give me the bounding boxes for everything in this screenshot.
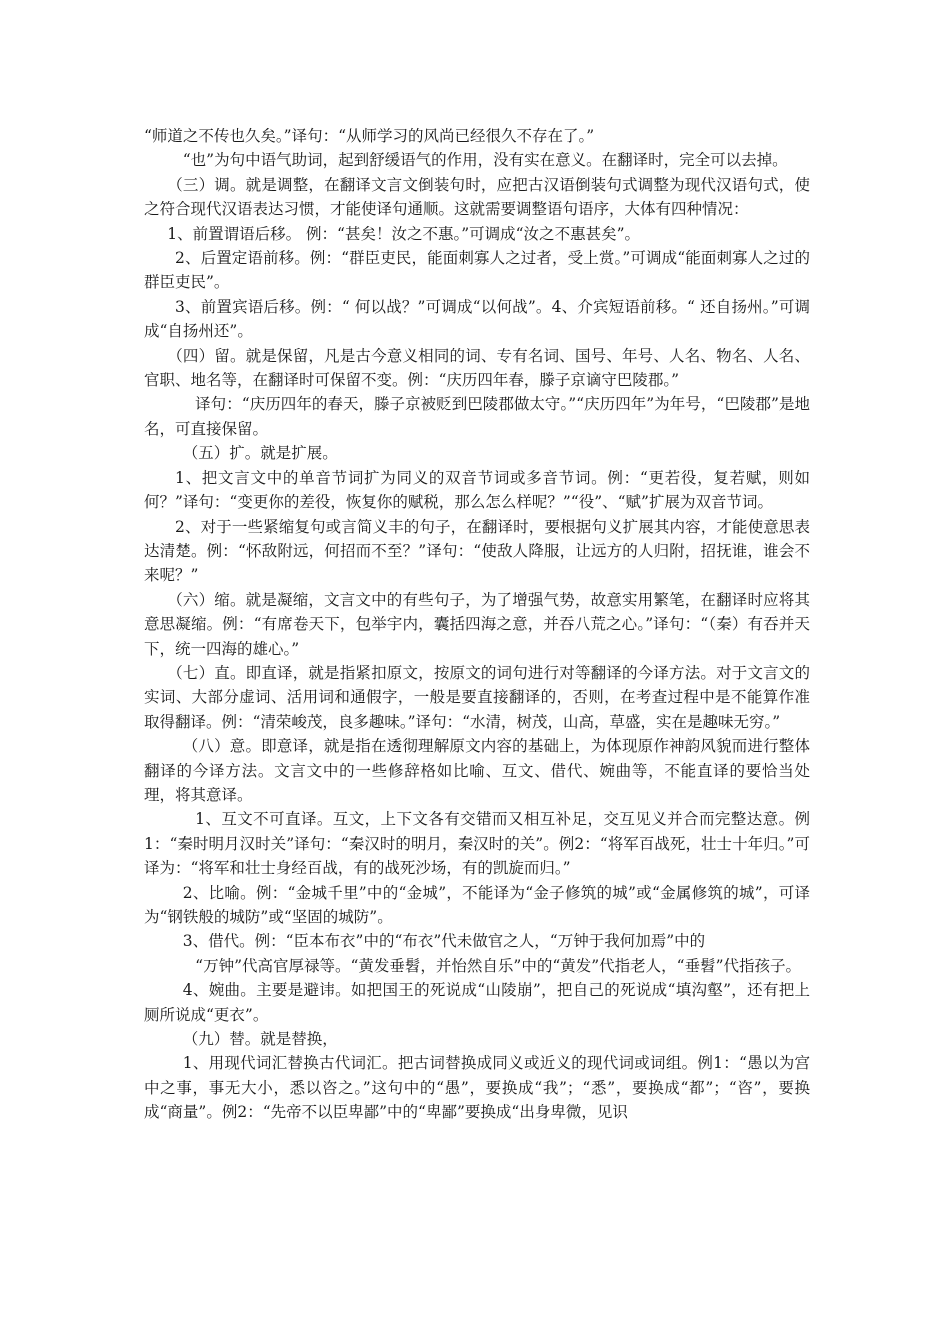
paragraph: （九）替。就是替换， (182, 1030, 338, 1049)
paragraph: 2、后置定语前移。例：“群臣吏民，能面刺寡人之过者，受上赏。”可调成“能面刺寡人之过的群臣吏民”。 (144, 249, 810, 292)
paragraph: 1、用现代词汇替换古代词汇。把古词替换成同义或近义的现代词或词组。例1：“愚以为宫中之事，事无大小，悉以咨之。”这句中的“愚”，要换成“我”；“悉”，要换成“都”；“咨”，要换成“商量”。例2：“先帝不以臣卑鄙”中的“卑鄙”要换成“出身卑微，见识 (144, 1054, 810, 1122)
paragraph: 4、婉曲。主要是避讳。如把国王的死说成“山陵崩”，把自己的死说成“填沟壑”，还有把上厕所说成“更衣”。 (144, 981, 810, 1024)
document-body (144, 124, 810, 1125)
paragraph: “师道之不传也久矣。”译句：“从师学习的风尚已经很久不存在了。” (144, 127, 595, 145)
paragraph: 译句：“庆历四年的春天，滕子京被贬到巴陵郡做太守。”“庆历四年”为年号，“巴陵郡”是地名，可直接保留。 (144, 395, 810, 438)
paragraph: 2、对于一些紧缩复句或言简义丰的句子，在翻译时，要根据句义扩展其内容，才能使意思表达清楚。例：“怀敌附远，何招而不至？”译句：“使敌人降服，让远方的人归附，招抚谁，谁会不来呢？” (144, 517, 810, 585)
paragraph: 1、互文不可直译。互文，上下文各有交错而又相互补足，交互见义并合而完整达意。例1：“秦时明月汉时关”译句：“秦汉时的明月，秦汉时的关”。例2：“将军百战死，壮士十年归。”可译为：“将军和壮士身经百战，有的战死沙场，有的凯旋而归。” (144, 810, 810, 878)
paragraph: （三）调。就是调整，在翻译文言文倒装句时，应把古汉语倒装句式调整为现代汉语句式，使之符合现代汉语表达习惯，才能使译句通顺。这就需要调整语句语序，大体有四种情况： (144, 175, 810, 219)
paragraph: 3、前置宾语后移。例：“ 何以战？”可调成“以何战”。4、介宾短语前移。“ 还自扬州。”可调成“自扬州还”。 (144, 297, 810, 341)
paragraph: “万钟”代高官厚禄等。“黄发垂髫，并怡然自乐”中的“黄发”代指老人，“垂髫”代指孩子。 (195, 956, 802, 975)
paragraph: （四）留。就是保留，凡是古今意义相同的词、专有名词、国号、年号、人名、物名、人名、官职、地名等，在翻译时可保留不变。例：“庆历四年春，滕子京谪守巴陵郡。” (144, 346, 810, 390)
paragraph: （六）缩。就是凝缩，文言文中的有些句子，为了增强气势，故意实用繁笔，在翻译时应将其意思凝缩。例：“有席卷天下，包举宇内，囊括四海之意，并吞八荒之心。”译句：“（秦）有吞并天下，统一四海的雄心。” (144, 590, 810, 658)
paragraph: “也”为句中语气助词，起到舒缓语气的作用，没有实在意义。在翻译时，完全可以去掉。 (182, 151, 788, 170)
paragraph: 1、把文言文中的单音节词扩为同义的双音节词或多音节词。例：“更若役，复若赋，则如何？”译句：“变更你的差役，恢复你的赋税，那么怎么样呢？”“役”、“赋”扩展为双音节词。 (144, 468, 810, 512)
paragraph: （八）意。即意译，就是指在透彻理解原文内容的基础上，为体现原作神韵风貌而进行整体翻译的今译方法。文言文中的一些修辞格如比喻、互文、借代、婉曲等，不能直译的要恰当处理，将其意译。 (144, 737, 810, 804)
paragraph: 1、前置谓语后移。 例：“甚矣！汝之不惠。”可调成“汝之不惠甚矣”。 (167, 224, 640, 243)
paragraph: 3、借代。例：“臣本布衣”中的“布衣”代未做官之人，“万钟于我何加焉”中的 (182, 932, 706, 951)
paragraph: （五）扩。就是扩展。 (182, 444, 338, 463)
paragraph: 2、比喻。例：“金城千里”中的“金城”，不能译为“金子修筑的城”或“金属修筑的城”，可译为“钢铁般的城防”或“坚固的城防”。 (144, 883, 810, 926)
paragraph: （七）直。即直译，就是指紧扣原文，按原文的词句进行对等翻译的今译方法。对于文言文的实词、大部分虚词、活用词和通假字，一般是要直接翻译的，否则，在考查过程中是不能算作准取得翻译。例：“清荣峻茂，良多趣味。”译句：“水清，树茂，山高，草盛，实在是趣味无穷。” (144, 663, 810, 731)
